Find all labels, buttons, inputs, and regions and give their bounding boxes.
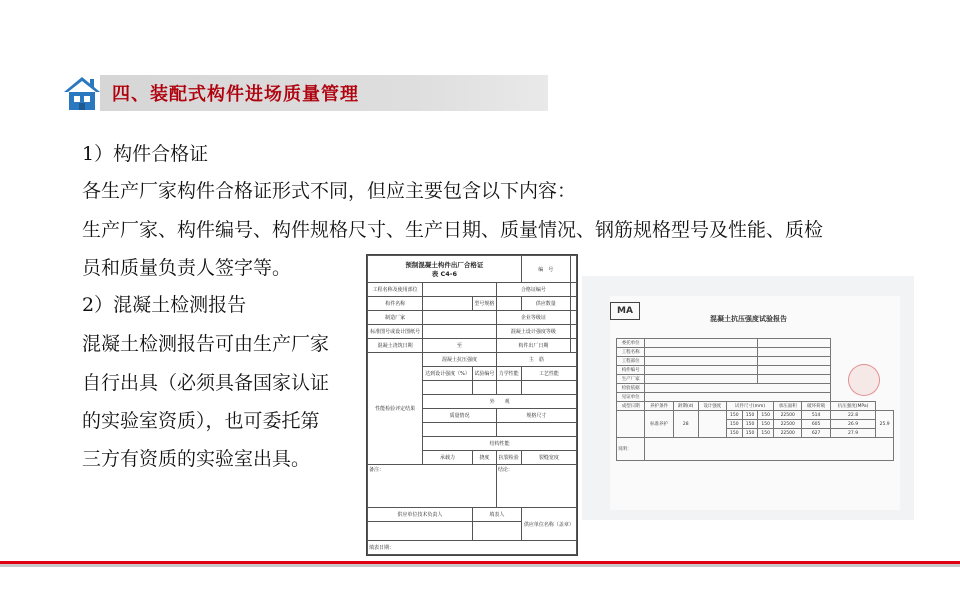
cert-cell: 性能检验评定结果: [368, 353, 423, 465]
report-cell: 破坏荷载: [802, 402, 830, 411]
cert-cell: 构件出厂日期: [496, 339, 570, 353]
cert-cell: 工程名称及使用部位: [368, 283, 423, 297]
cert-cell: 供应数量: [521, 297, 570, 311]
cert-cell: 混凝土抗压强度: [423, 353, 497, 367]
cert-cell: 力学性能: [496, 367, 521, 381]
report-cell: 工程部位: [617, 357, 645, 366]
cert-title: 预制混凝土构件出厂合格证: [405, 261, 484, 269]
cert-cell: 至: [423, 339, 497, 353]
report-cell: 养护条件: [645, 402, 673, 411]
report-cell: 28: [673, 411, 698, 438]
cert-cell: 企业等级证: [496, 311, 570, 325]
cert-cell: 制造厂家: [368, 311, 423, 325]
report-cell: 生产厂家: [617, 375, 645, 384]
report-cell: 抗压强度(MPa): [830, 402, 876, 411]
cert-cell: 承载力: [423, 451, 473, 465]
report-cell: 委托单位: [617, 339, 645, 348]
test-report-image: [582, 276, 914, 520]
ma-logo: MA: [610, 302, 640, 320]
text-line: 各生产厂家构件合格证形式不同，但应主要包含以下内容：: [82, 180, 577, 202]
report-cell: 工程名称: [617, 348, 645, 357]
cert-cell: 主 筋: [496, 353, 576, 367]
report-cell: 26.9: [830, 420, 876, 429]
cert-cell: 备注：: [368, 465, 497, 508]
cert-form-no: 表 C4-6: [431, 270, 458, 278]
report-cell: 龄期(d): [673, 402, 698, 411]
report-cell: 605: [802, 420, 830, 429]
text-line: 自行出具（必须具备国家认证: [82, 372, 330, 394]
report-cell: 承压面积: [774, 402, 802, 411]
cert-cell: 规格尺寸: [496, 409, 576, 423]
cert-cell: 供应单位名称（盖章）: [521, 508, 576, 541]
cert-cell: 质量情况: [423, 409, 497, 423]
text-line: 的实验室资质），也可委托第: [82, 410, 320, 432]
report-cell: 25.9: [876, 411, 894, 438]
report-cell: 514: [802, 411, 830, 420]
report-paper: MA 混凝土抗压强度试验报告 委托单位 工程名称 工程部位 构件编号 生产厂家 检验依据 见证单位 成型日期 养护条件 龄期(d) 设计强度 试件尺寸(mm) 承压面积 破坏荷载 抗压强度(MPa) 标准养护 28 150 150 150 22500 514 22.8 25.9 150 150 150 22500 605 26.9 150 150 150 22500 627 27.9 说明：: [610, 296, 900, 510]
page-title: 四、装配式构件进场质量管理: [112, 84, 359, 105]
cert-cell: 结构性能: [423, 437, 577, 451]
cert-cell: 外 观: [423, 395, 577, 409]
cert-cell: 型号规格: [472, 297, 496, 311]
text-line: 员和质量负责人签字等。: [82, 257, 292, 279]
cert-cell: 填表人: [472, 508, 521, 522]
report-cell: 构件编号: [617, 366, 645, 375]
cert-cell: 抗裂检验: [496, 451, 521, 465]
report-cell: 22.8: [830, 411, 876, 420]
cert-cell: 裂缝宽度: [521, 451, 576, 465]
report-cell: 成型日期: [617, 402, 645, 411]
report-title: 混凝土抗压强度试验报告: [710, 315, 787, 323]
cert-cell: 挠度: [472, 451, 496, 465]
footer-gray-line: [0, 564, 960, 567]
report-cell: 试件尺寸(mm): [727, 402, 774, 411]
certificate-form-image: [366, 254, 578, 556]
cert-cell: 供应单位技术负责人: [368, 508, 473, 522]
cert-cell: 合格证编号: [496, 283, 570, 297]
report-cell: 设计强度: [698, 402, 726, 411]
section-heading-1: 1）构件合格证: [82, 143, 209, 165]
cert-cell: 达到设计强度（%）: [423, 367, 473, 381]
text-line: 三方有资质的实验室出具。: [82, 448, 311, 470]
cert-cell: 工艺性能: [521, 367, 576, 381]
cert-cell: 试验编号: [472, 367, 496, 381]
cert-cell: 标准图号或设计图纸号: [368, 325, 423, 339]
house-icon: [62, 74, 102, 112]
report-cell: 27.9: [830, 429, 876, 438]
cert-number-label: 编 号: [521, 256, 570, 283]
section-heading-2: 2）混凝土检测报告: [82, 294, 247, 316]
cert-cell: 填表日期：: [368, 541, 577, 555]
text-line: 混凝土检测报告可由生产厂家: [82, 333, 330, 355]
cert-cell: 结论：: [496, 465, 576, 508]
report-cell: 标准养护: [645, 411, 673, 438]
text-line: 生产厂家、构件编号、构件规格尺寸、生产日期、质量情况、钢筋规格型号及性能、质检: [82, 219, 824, 241]
report-cell: 检验依据: [617, 384, 645, 393]
cert-cell: 构件名称: [368, 297, 423, 311]
report-cell: 627: [802, 429, 830, 438]
cert-cell: 混凝土设计强度等级: [496, 325, 570, 339]
report-cell: 说明：: [617, 438, 645, 461]
cert-cell: 混凝土浇筑日期: [368, 339, 423, 353]
report-cell: 见证单位: [617, 393, 645, 402]
